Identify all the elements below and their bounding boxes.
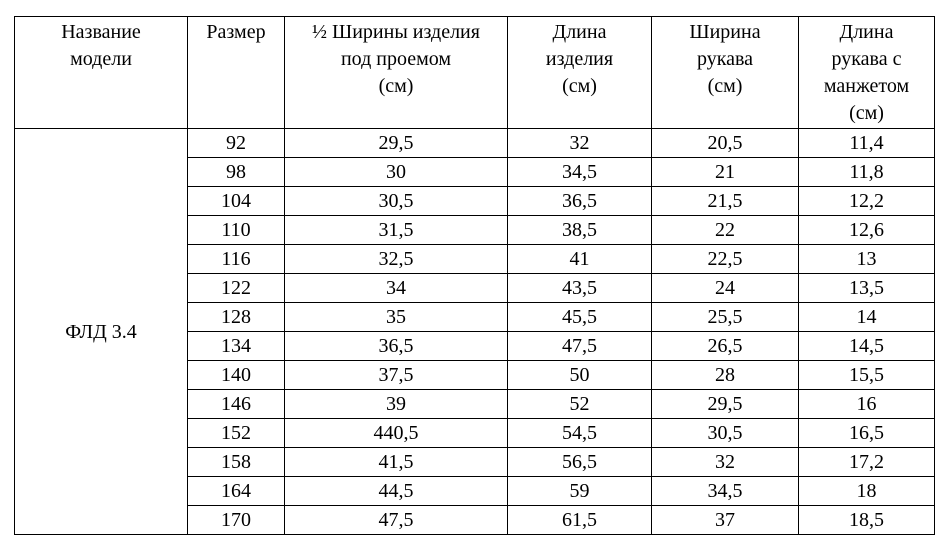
- sleeve-length-cell: 17,2: [799, 448, 935, 477]
- length-cell: 41: [508, 245, 652, 274]
- sleeve-width-cell: 21,5: [652, 187, 799, 216]
- half-width-cell: 30,5: [285, 187, 508, 216]
- header-line: рукава: [696, 48, 754, 70]
- sleeve-length-cell: 15,5: [799, 361, 935, 390]
- header-half-width: [285, 17, 508, 129]
- length-cell: 50: [508, 361, 652, 390]
- half-width-cell: 440,5: [285, 419, 508, 448]
- sleeve-length-cell: 16,5: [799, 419, 935, 448]
- sleeve-length-cell: 13: [799, 245, 935, 274]
- sleeve-width-cell: 25,5: [652, 303, 799, 332]
- size-cell: 146: [188, 390, 285, 419]
- length-cell: 56,5: [508, 448, 652, 477]
- size-cell: 110: [188, 216, 285, 245]
- size-cell: 134: [188, 332, 285, 361]
- header-model-name: [15, 17, 188, 129]
- header-line: ½ Ширины изделия: [312, 21, 480, 43]
- size-cell: 164: [188, 477, 285, 506]
- length-cell: 34,5: [508, 158, 652, 187]
- length-cell: 36,5: [508, 187, 652, 216]
- half-width-cell: 32,5: [285, 245, 508, 274]
- sleeve-width-cell: 30,5: [652, 419, 799, 448]
- half-width-cell: 41,5: [285, 448, 508, 477]
- length-cell: 38,5: [508, 216, 652, 245]
- half-width-cell: 35: [285, 303, 508, 332]
- sleeve-width-cell: 21: [652, 158, 799, 187]
- sleeve-length-cell: 11,8: [799, 158, 935, 187]
- sleeve-width-cell: 32: [652, 448, 799, 477]
- half-width-cell: 31,5: [285, 216, 508, 245]
- model-name-cell: ФЛД 3.4: [15, 129, 188, 535]
- header-sleeve-length: [799, 17, 935, 129]
- header-sleeve-width: [652, 17, 799, 129]
- length-cell: 54,5: [508, 419, 652, 448]
- sleeve-width-cell: 22: [652, 216, 799, 245]
- size-cell: 152: [188, 419, 285, 448]
- half-width-cell: 47,5: [285, 506, 508, 535]
- header-size: [188, 17, 285, 129]
- header-length: [508, 17, 652, 129]
- half-width-cell: 34: [285, 274, 508, 303]
- half-width-cell: 39: [285, 390, 508, 419]
- size-cell: 140: [188, 361, 285, 390]
- header-line: изделия: [545, 48, 614, 70]
- length-cell: 59: [508, 477, 652, 506]
- sleeve-width-cell: 29,5: [652, 390, 799, 419]
- sleeve-width-cell: 22,5: [652, 245, 799, 274]
- sleeve-length-cell: 14: [799, 303, 935, 332]
- header-line: рукава с: [831, 48, 902, 70]
- half-width-cell: 36,5: [285, 332, 508, 361]
- sleeve-length-cell: 13,5: [799, 274, 935, 303]
- sleeve-length-cell: 18,5: [799, 506, 935, 535]
- sleeve-width-cell: 34,5: [652, 477, 799, 506]
- header-line: Длина: [552, 21, 607, 43]
- header-line: Размер: [206, 21, 266, 43]
- length-cell: 47,5: [508, 332, 652, 361]
- header-line: манжетом: [823, 75, 910, 97]
- size-chart-table: [14, 16, 935, 535]
- sleeve-length-cell: 11,4: [799, 129, 935, 158]
- table-header: [15, 17, 935, 129]
- header-line: Название: [61, 21, 141, 43]
- size-cell: 170: [188, 506, 285, 535]
- header-line: (см): [562, 75, 597, 97]
- length-cell: 32: [508, 129, 652, 158]
- size-cell: 104: [188, 187, 285, 216]
- sleeve-width-cell: 37: [652, 506, 799, 535]
- table-body: [15, 129, 935, 535]
- header-line: (см): [707, 75, 743, 97]
- sleeve-length-cell: 16: [799, 390, 935, 419]
- size-cell: 92: [188, 129, 285, 158]
- size-cell: 158: [188, 448, 285, 477]
- size-cell: 98: [188, 158, 285, 187]
- size-cell: 116: [188, 245, 285, 274]
- header-row: [15, 17, 935, 129]
- header-line: (см): [378, 75, 414, 97]
- half-width-cell: 29,5: [285, 129, 508, 158]
- length-cell: 43,5: [508, 274, 652, 303]
- table-row: [15, 129, 935, 158]
- sleeve-width-cell: 20,5: [652, 129, 799, 158]
- length-cell: 61,5: [508, 506, 652, 535]
- sleeve-length-cell: 14,5: [799, 332, 935, 361]
- half-width-cell: 37,5: [285, 361, 508, 390]
- sleeve-length-cell: 12,6: [799, 216, 935, 245]
- header-line: Ширина: [689, 21, 761, 43]
- length-cell: 52: [508, 390, 652, 419]
- sleeve-length-cell: 18: [799, 477, 935, 506]
- header-line: модели: [70, 48, 132, 70]
- half-width-cell: 30: [285, 158, 508, 187]
- sleeve-width-cell: 28: [652, 361, 799, 390]
- sleeve-length-cell: 12,2: [799, 187, 935, 216]
- half-width-cell: 44,5: [285, 477, 508, 506]
- size-cell: 128: [188, 303, 285, 332]
- header-line: под проемом: [340, 48, 452, 70]
- length-cell: 45,5: [508, 303, 652, 332]
- sleeve-width-cell: 24: [652, 274, 799, 303]
- size-cell: 122: [188, 274, 285, 303]
- header-line: (см): [849, 102, 884, 124]
- header-line: Длина: [839, 21, 894, 43]
- sleeve-width-cell: 26,5: [652, 332, 799, 361]
